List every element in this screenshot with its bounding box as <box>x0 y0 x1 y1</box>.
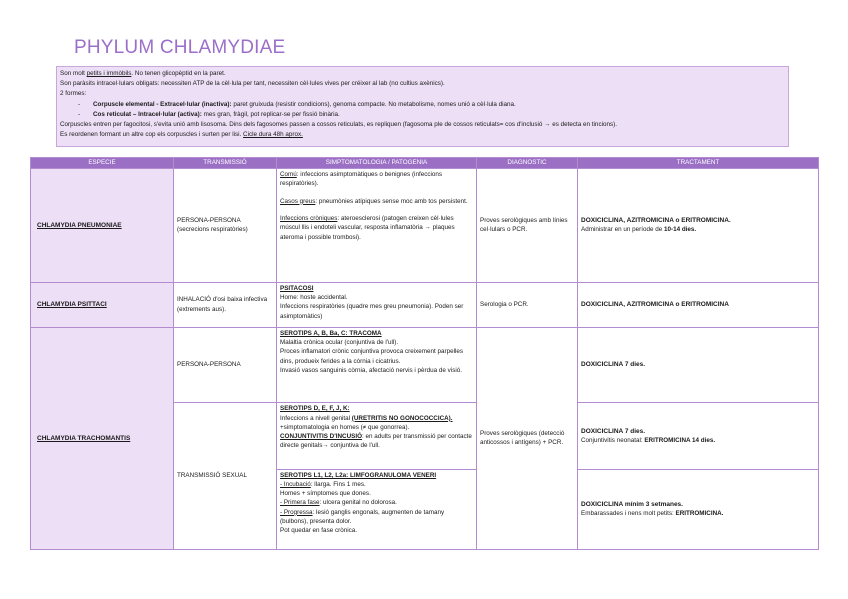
page-title: PHYLUM CHLAMYDIAE <box>74 37 286 58</box>
intro-bullet-1: - Corpuscle elemental - Extracel·lular (inactiva): paret gruixuda (resistir condicions), genoma compacte. No metabolisme, nomes unió a cèl·lula diana. <box>78 100 516 108</box>
diagnosis-cell: Serologia o PCR. <box>477 282 578 327</box>
table-row <box>31 282 819 327</box>
chlamydia-table <box>30 157 819 550</box>
treatment-cell: DOXICICLINA 7 dies. Conjuntivitis neonatal: ERITROMICINA 14 dies. <box>578 403 819 469</box>
species-trachomatis: CHLAMYDIA TRACHOMANTIS <box>31 327 174 549</box>
species-pneumoniae: CHLAMYDIA PNEUMONIAE <box>31 169 174 283</box>
header-simptomatologia: SIMPTOMATOLOGIA / PATOGENIA <box>277 158 477 169</box>
intro-line-3: 2 formes: <box>60 90 87 98</box>
header-especie: ESPECIE <box>31 158 174 169</box>
transmission-cell: PERSONA-PERSONA (secrecions respiratòries) <box>174 169 277 283</box>
intro-box <box>56 66 789 147</box>
treatment-cell: DOXICICLINA 7 dies. <box>578 327 819 402</box>
treatment-cell: DOXICICLINA, AZITROMICINA o ERITROMICINA. Administrar en un període de 10-14 dies. <box>578 169 819 283</box>
treatment-cell: DOXICICLINA, AZITROMICINA o ERITROMICINA <box>578 282 819 327</box>
treatment-cell: DOXICICLINA mínim 3 setmanes. Embarassades i nens molt petits: ERITROMICINA. <box>578 469 819 549</box>
symptoms-cell: PSITACOSI Home: hoste accidental. Infeccions respiratòries (quadre mes greu pneumonia). Poden ser asimptomàtics) <box>277 282 477 327</box>
intro-line-1: Son molt petits i immòbils. No tenen glicopèptid en la paret. <box>60 70 226 77</box>
transmission-cell: PERSONA-PERSONA <box>174 327 277 402</box>
symptoms-cell: SEROTIPS D, E, F, J, K: Infeccions a nivell genital (URETRITIS NO GONOCOCCICA). +simptomatologia en homes (≠ que gonorrea). CONJUNTIVITIS D'INCUSIÓ: en adults per transmissió per contacte directe genitals→ conjuntiva de l'ull. <box>277 403 477 469</box>
header-transmissio: TRANSMISSIÓ <box>174 158 277 169</box>
table-row <box>31 169 819 283</box>
intro-line-7: Es reordenen formant un altre cop els corpuscles i surten per lisi. Cicle dura 48h aprox. <box>60 131 303 139</box>
intro-bullet-2: - Cos reticulat – Intracel·lular (activa): mes gran, fràgil, pot replicar-se per fissió binària. <box>78 110 340 118</box>
transmission-cell: INHALACIÓ d'osi baixa infectiva (extrements aus). <box>174 282 277 327</box>
species-psittaci: CHLAMYDIA PSITTACI <box>31 282 174 327</box>
intro-line-6: Corpuscles entren per fagocitosi, s'evita unió amb lisosoma. Dins dels fagosomes passen a cossos reticulats, es repliquen (fagosoma ple de cossos reticulats= cos d'inclusió → es detecta en tincions). <box>60 121 617 129</box>
symptoms-cell: SEROTIPS A, B, Ba, C: TRACOMA Malaltia crònica ocular (conjuntiva de l'ull). Proces inflamatori crònic conjuntiva provoca creixement parpelles dins, produeix ferides a la còrnia i cicatrius. Invasió vasos sanguinis còrnia, afectació nervis i pèrdua de visió. <box>277 327 477 402</box>
transmission-cell: TRANSMISSIÓ SEXUAL <box>174 403 277 550</box>
table-row <box>31 327 819 402</box>
symptoms-cell: SEROTIPS L1, L2, L2a: LIMFOGRANULOMA VENERI - Incubació: llarga. Fins 1 mes. Homes + símptomes que dones. - Primera fase: ulcera genital no dolorosa. - Progressa: lesió ganglis engonals, augmenten de tamany (bulbons), presenta dolor. Pot quedar en fase crònica. <box>277 469 477 549</box>
intro-line-2: Son paràsits intracel·lulars obligats: necessiten ATP de la cèl·lula per tant, necessiten cèl·lules vives per créixer al lab (no cultius axènics). <box>60 80 445 88</box>
header-tractament: TRACTAMENT <box>578 158 819 169</box>
header-diagnostic: DIAGNOSTIC <box>477 158 578 169</box>
diagnosis-cell: Proves serològiques amb línies cel·lulars o PCR. <box>477 169 578 283</box>
diagnosis-cell: Proves serològiques (detecció anticossos i antígens) + PCR. <box>477 327 578 549</box>
symptoms-cell: Comú: infeccions asimptomàtiques o benignes (infeccions respiratòries). Casos greus: pneumònies atípiques sense moc amb tos persistent. Infeccions cròniques: ateroesclerosi (patogen creixen cèl·lules múscul llis i endoteli vascular, resposta inflamatòria → plaques ateroma i possible trombosi). <box>277 169 477 283</box>
table-header-row <box>31 158 819 169</box>
